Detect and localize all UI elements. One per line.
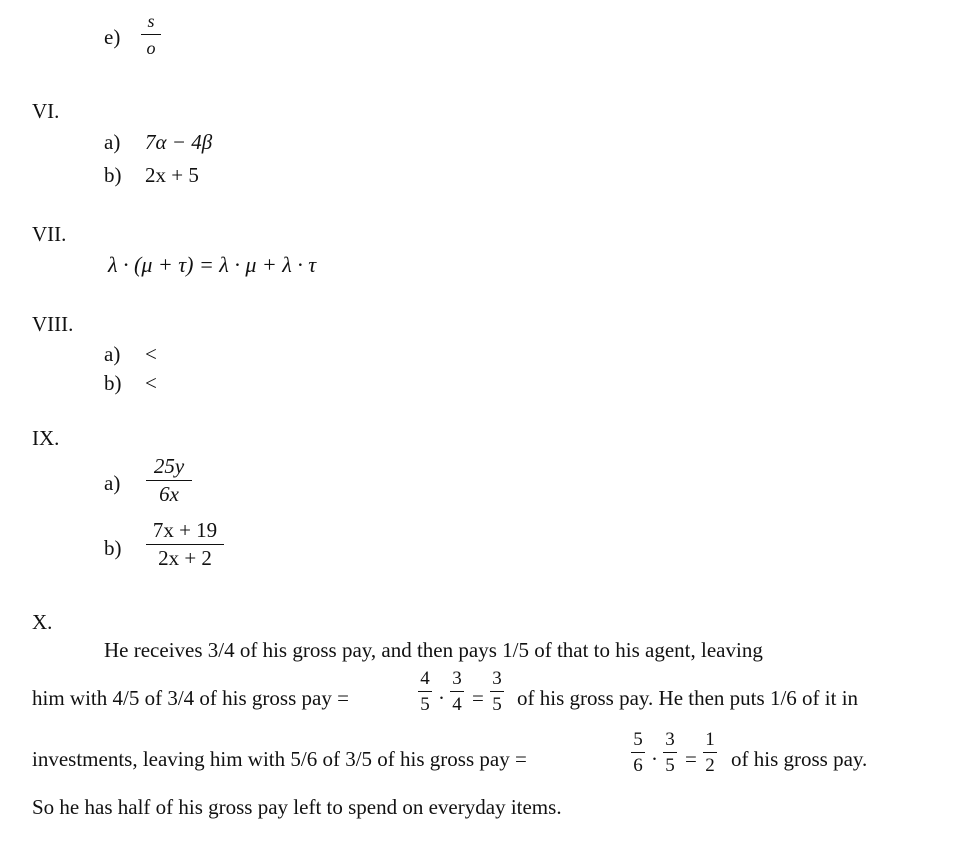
section-heading-ix: IX. [32, 426, 60, 450]
fraction-bar [146, 544, 224, 545]
item-label-vi-b: b) [104, 163, 122, 187]
paragraph-line-3-start: investments, leaving him with 5/6 of 3/5 of his gross pay = [32, 747, 527, 771]
paragraph-line-1: He receives 3/4 of his gross pay, and then pays 1/5 of that to his agent, leaving [104, 638, 763, 662]
fraction-3-5 [490, 669, 504, 714]
fraction-denominator: 6x [159, 482, 179, 506]
paragraph-line-2-start: him with 4/5 of 3/4 of his gross pay = [32, 686, 349, 710]
fraction-numerator: 3 [492, 668, 502, 689]
fraction-denominator: o [146, 38, 156, 58]
fraction-bar [450, 691, 464, 692]
item-label-viii-a: a) [104, 342, 121, 366]
item-label-vi-a: a) [104, 130, 121, 154]
item-label-ix-a: a) [104, 471, 121, 495]
section-heading-vi: VI. [32, 99, 60, 123]
fraction-numerator: 5 [633, 729, 643, 750]
section-heading-viii: VIII. [32, 312, 74, 336]
expression-vi-b: 2x + 5 [145, 163, 199, 187]
expression-viii-a: < [145, 342, 157, 366]
fraction-3-5-second [663, 730, 677, 775]
fraction-numerator: 1 [705, 729, 715, 750]
fraction-4-5 [418, 669, 432, 714]
paragraph-line-2-end: of his gross pay. He then puts 1/6 of it in [517, 686, 859, 710]
expression-vi-a: 7α − 4β [145, 130, 213, 154]
fraction-bar [490, 691, 504, 692]
fraction-denominator: 2 [705, 755, 715, 776]
fraction-denominator: 5 [665, 755, 675, 776]
fraction-denominator: 2x + 2 [158, 546, 212, 570]
multiply-dot: · [438, 686, 445, 710]
fraction-bar [418, 691, 432, 692]
item-label-ix-b: b) [104, 536, 122, 560]
fraction-bar [631, 752, 645, 753]
fraction-numerator: s [147, 11, 155, 31]
item-label-e: e) [104, 25, 121, 49]
fraction-denominator: 5 [420, 694, 430, 715]
item-label-viii-b: b) [104, 371, 122, 395]
section-heading-vii: VII. [32, 222, 67, 246]
fraction-5-6 [631, 730, 645, 775]
fraction-bar [663, 752, 677, 753]
fraction-denominator: 5 [492, 694, 502, 715]
fraction-bar [141, 34, 161, 35]
fraction-1-2 [703, 730, 717, 775]
fraction-denominator: 4 [452, 694, 462, 715]
fraction-bar [146, 480, 192, 481]
fraction-25y-over-6x [146, 456, 192, 505]
fraction-numerator: 7x + 19 [152, 518, 218, 542]
fraction-7x19-over-2x2 [146, 520, 224, 569]
equals-sign: = [685, 747, 697, 771]
fraction-denominator: 6 [633, 755, 643, 776]
fraction-numerator: 4 [420, 668, 430, 689]
distributive-equation: λ · (μ + τ) = λ · μ + λ · τ [108, 252, 317, 277]
fraction-numerator: 3 [452, 668, 462, 689]
fraction-numerator: 3 [665, 729, 675, 750]
fraction-s-over-o [141, 12, 161, 57]
equals-sign: = [472, 686, 484, 710]
section-heading-x: X. [32, 610, 53, 634]
expression-viii-b: < [145, 371, 157, 395]
paragraph-line-3-end: of his gross pay. [731, 747, 868, 771]
fraction-numerator: 25y [153, 454, 185, 478]
fraction-bar [703, 752, 717, 753]
fraction-3-4 [450, 669, 464, 714]
paragraph-line-4: So he has half of his gross pay left to spend on everyday items. [32, 795, 562, 819]
multiply-dot: · [651, 747, 658, 771]
